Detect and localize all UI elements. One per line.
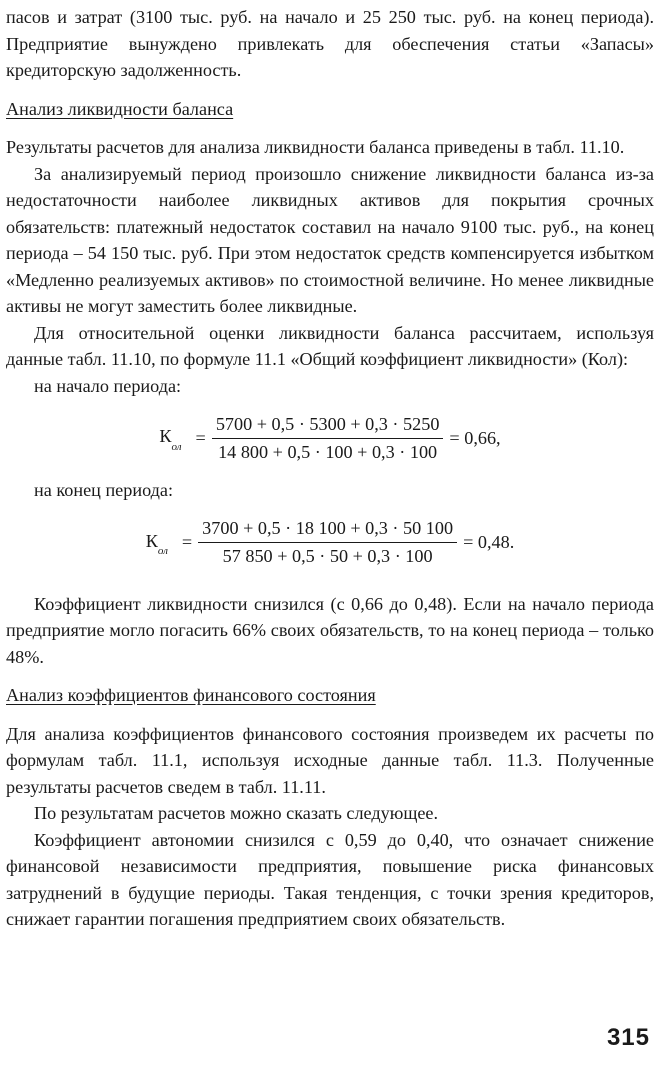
paragraph-intro: пасов и затрат (3100 тыс. руб. на начало и 25 250 тыс. руб. на конец периода). Предприятие вынуждено привлекать для обеспечения статьи «Запасы» кредиторскую задолженность. bbox=[6, 7, 654, 80]
formula-result: = 0,66, bbox=[449, 427, 501, 448]
paragraph-results: Результаты расчетов для анализа ликвидности баланса приведены в табл. 11.10. bbox=[6, 137, 625, 157]
paragraph-financial-analysis: Для анализа коэффициентов финансового состояния произведем их расчеты по формулам табл. 11.1, используя исходные данные табл. 11.3. Полученные результаты расчетов сведем в табл. 11.11. bbox=[6, 723, 654, 797]
formula-start-period: $К_{ол}$ = $\frac{5700 + 0,5 \cdot 5300 + 0,3 \cdot 5250}{14 800 + 0,5 \cdot 100 + 0,3 \cdot 100}$ = 0,66, bbox=[159, 413, 501, 462]
page-number: 315 bbox=[606, 1024, 650, 1051]
paragraph-summary-lead: По результатам расчетов можно сказать следующее. bbox=[34, 803, 439, 823]
page-body bbox=[6, 4, 654, 933]
formula-numerator: 3700 + 0,5 · 18 100 + 0,3 · 50 100 bbox=[198, 518, 457, 543]
section-heading-liquidity: Анализ ликвидности баланса bbox=[6, 98, 234, 119]
formula-denominator: 57 850 + 0,5 · 50 + 0,3 · 100 bbox=[222, 546, 433, 566]
section-heading-financial-state: Анализ коэффициентов финансового состояния bbox=[6, 685, 376, 705]
formula-numerator: 5700 + 0,5 · 5300 + 0,3 · 5250 bbox=[212, 414, 444, 439]
formula-fraction bbox=[198, 518, 457, 567]
formula-fraction bbox=[212, 414, 444, 463]
formula-end-period: $К_{ол}$ = $\frac{3700 + 0,5 \cdot 18 100 + 0,3 \cdot 50 100}{57 850 + 0,5 \cdot 50 + 0,3 \cdot 100}$ = 0,48. bbox=[145, 518, 515, 566]
label-start-period: на начало периода: bbox=[34, 375, 182, 396]
paragraph-coefficient-decline: Коэффициент ликвидности снизился (с 0,66 до 0,48). Если на начало периода предприятие могло погасить 66% своих обязательств, то на конец периода – только 48%. bbox=[6, 593, 654, 667]
paragraph-liquidity-decline: За анализируемый период произошло снижение ликвидности баланса из-за недостаточности наиболее ликвидных активов для покрытия срочных обязательств: платежный недостаток составил на начало 9100 тыс. руб., на конец периода – 54 150 тыс. руб. При этом недостаток средств компенсируется избытком «Медленно реализуемых активов» по стоимостной величине. Но менее ликвидные активы не могут заместить более ликвидные. bbox=[6, 163, 654, 316]
formula-result: = 0,48. bbox=[463, 532, 515, 552]
label-end-period: на конец периода: bbox=[34, 480, 174, 500]
paragraph-autonomy: Коэффициент автономии снизился с 0,59 до 0,40, что означает снижение финансовой независимости предприятия, повышение риска финансовых затруднений в будущие периоды. Такая тенденция, с точки зрения кредиторов, снижает гарантии погашения предприятием своих обязательств. bbox=[6, 829, 654, 929]
formula-symbol: $К_{ол}$ bbox=[159, 426, 182, 453]
formula-denominator: 14 800 + 0,5 · 100 + 0,3 · 100 bbox=[218, 441, 438, 462]
paragraph-relative-estimate: Для относительной оценки ликвидности баланса рассчитаем, используя данные табл. 11.10, по формуле 11.1 «Общий коэффициент ликвидности» (Кол): bbox=[6, 322, 654, 369]
formula-symbol: $К_{ол}$ bbox=[145, 530, 168, 558]
